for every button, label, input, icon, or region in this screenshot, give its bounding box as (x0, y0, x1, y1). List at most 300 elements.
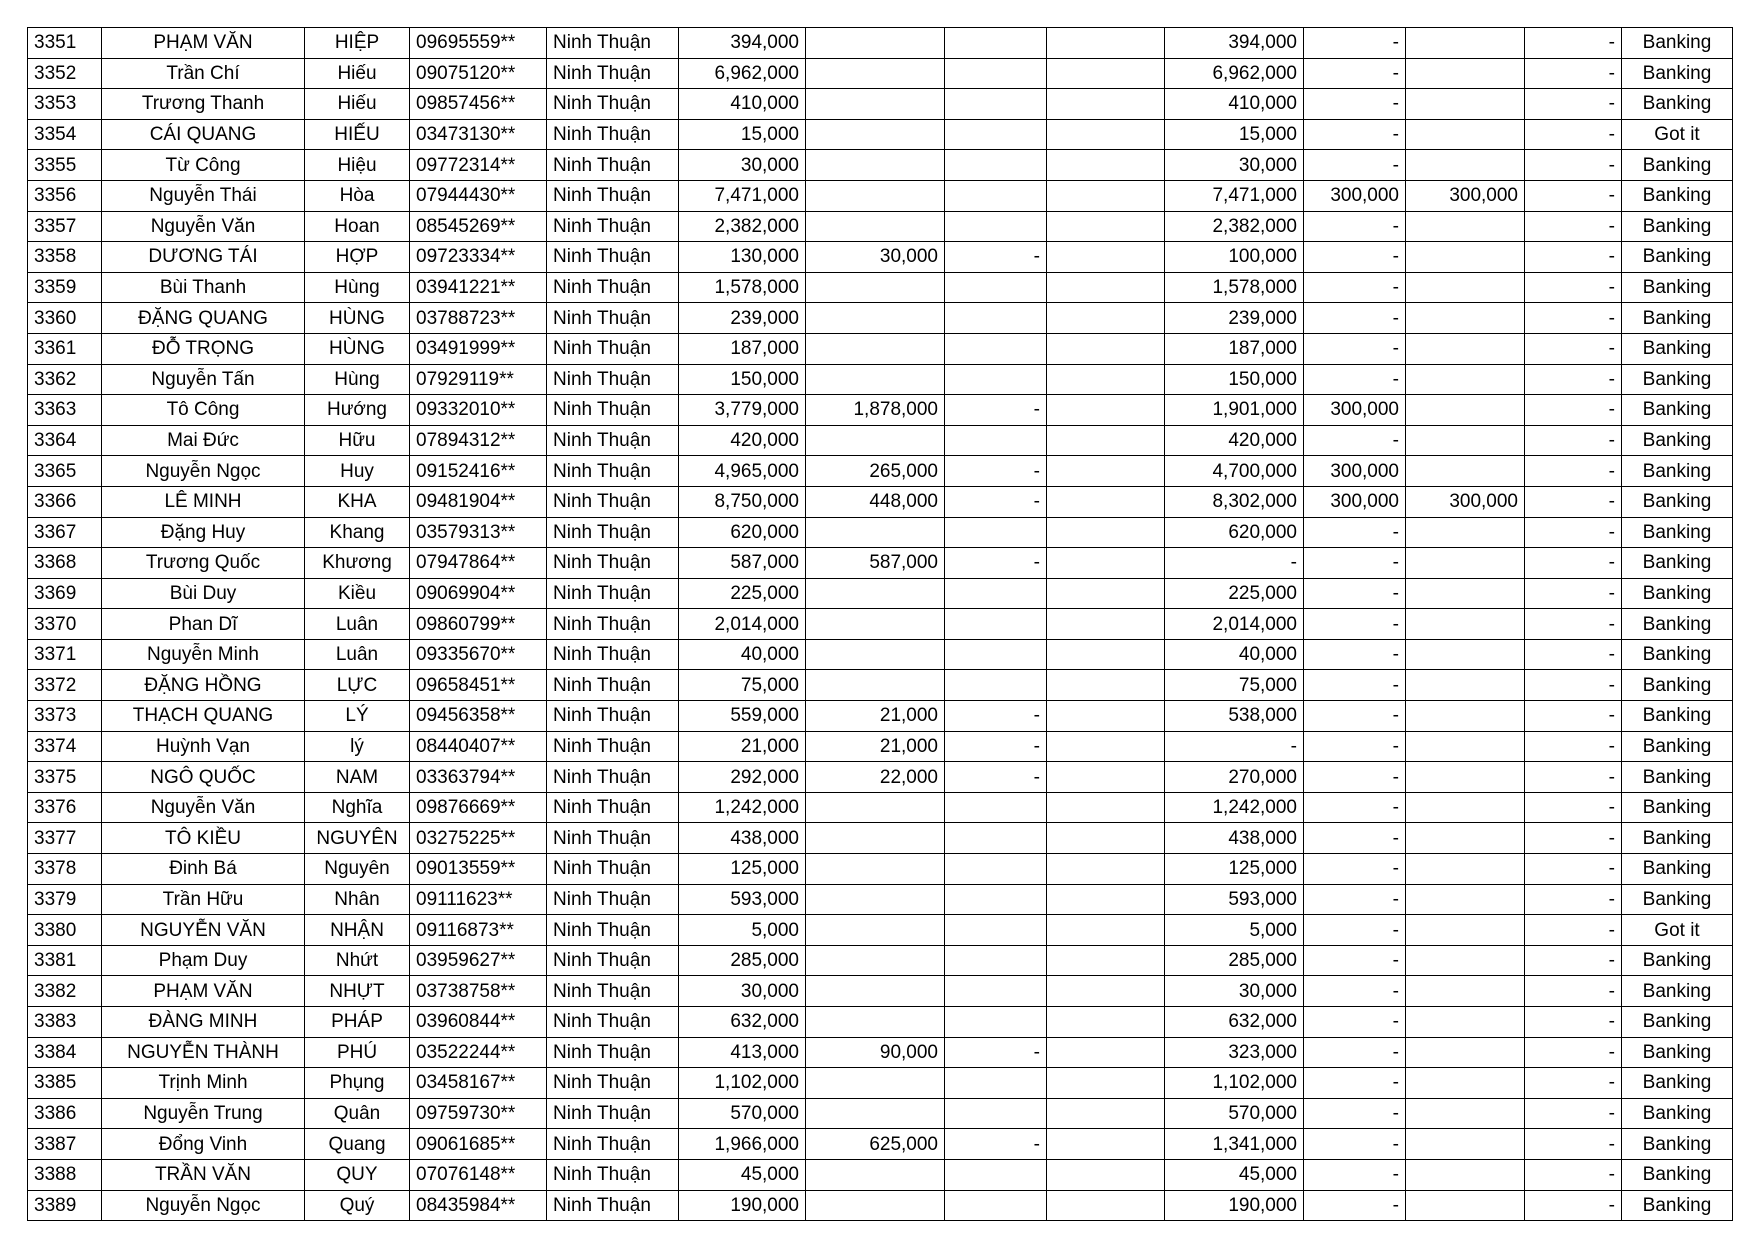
deducted-amount-cell: 448,000 (806, 486, 945, 517)
second-bonus-cell (1406, 150, 1525, 181)
second-bonus-cell (1406, 395, 1525, 426)
surname-cell: Bùi Thanh (102, 272, 305, 303)
table-row (28, 762, 1733, 793)
extra-cell (1047, 854, 1165, 885)
given-name-cell: Quang (305, 1129, 410, 1160)
bonus-amount-cell: - (1304, 150, 1406, 181)
table-row (28, 731, 1733, 762)
extra-cell (1047, 272, 1165, 303)
deduction-marker-cell (945, 119, 1047, 150)
deduction-marker-cell: - (945, 395, 1047, 426)
total-amount-cell: 225,000 (679, 578, 806, 609)
deducted-amount-cell (806, 1068, 945, 1099)
deduction-marker-cell (945, 303, 1047, 334)
deducted-amount-cell (806, 670, 945, 701)
adjustment-marker-cell: - (1525, 670, 1622, 701)
deduction-marker-cell (945, 945, 1047, 976)
row-id-cell: 3388 (28, 1159, 102, 1190)
second-bonus-cell (1406, 578, 1525, 609)
surname-cell: Nguyễn Minh (102, 639, 305, 670)
row-id-cell: 3387 (28, 1129, 102, 1160)
adjustment-marker-cell: - (1525, 1129, 1622, 1160)
bonus-amount-cell: - (1304, 1190, 1406, 1221)
deducted-amount-cell (806, 976, 945, 1007)
deduction-marker-cell: - (945, 762, 1047, 793)
deducted-amount-cell: 587,000 (806, 548, 945, 579)
extra-cell (1047, 731, 1165, 762)
surname-cell: Đinh Bá (102, 854, 305, 885)
extra-cell (1047, 1037, 1165, 1068)
given-name-cell: HIẾU (305, 119, 410, 150)
net-amount-cell: 6,962,000 (1165, 58, 1304, 89)
adjustment-marker-cell: - (1525, 1190, 1622, 1221)
total-amount-cell: 632,000 (679, 1007, 806, 1038)
total-amount-cell: 8,750,000 (679, 486, 806, 517)
row-id-cell: 3366 (28, 486, 102, 517)
given-name-cell: HÙNG (305, 303, 410, 334)
deduction-marker-cell: - (945, 548, 1047, 579)
province-cell: Ninh Thuận (547, 150, 679, 181)
deducted-amount-cell: 265,000 (806, 456, 945, 487)
total-amount-cell: 45,000 (679, 1159, 806, 1190)
second-bonus-cell (1406, 211, 1525, 242)
bonus-amount-cell: - (1304, 1159, 1406, 1190)
bonus-amount-cell: - (1304, 884, 1406, 915)
payment-method-cell: Banking (1622, 854, 1733, 885)
phone-cell: 03522244** (410, 1037, 547, 1068)
table-row (28, 915, 1733, 946)
surname-cell: TRẦN VĂN (102, 1159, 305, 1190)
payment-method-cell: Banking (1622, 89, 1733, 120)
deduction-marker-cell (945, 150, 1047, 181)
deduction-marker-cell (945, 609, 1047, 640)
row-id-cell: 3376 (28, 792, 102, 823)
surname-cell: Trương Thanh (102, 89, 305, 120)
bonus-amount-cell: - (1304, 609, 1406, 640)
phone-cell: 09456358** (410, 701, 547, 732)
deduction-marker-cell (945, 425, 1047, 456)
total-amount-cell: 21,000 (679, 731, 806, 762)
extra-cell (1047, 517, 1165, 548)
net-amount-cell: 125,000 (1165, 854, 1304, 885)
table-row (28, 211, 1733, 242)
phone-cell: 09772314** (410, 150, 547, 181)
deduction-marker-cell: - (945, 731, 1047, 762)
payment-method-cell: Banking (1622, 548, 1733, 579)
second-bonus-cell (1406, 425, 1525, 456)
province-cell: Ninh Thuận (547, 486, 679, 517)
given-name-cell: Kiều (305, 578, 410, 609)
adjustment-marker-cell: - (1525, 28, 1622, 59)
given-name-cell: KHA (305, 486, 410, 517)
province-cell: Ninh Thuận (547, 364, 679, 395)
total-amount-cell: 150,000 (679, 364, 806, 395)
second-bonus-cell (1406, 1098, 1525, 1129)
total-amount-cell: 30,000 (679, 150, 806, 181)
payment-method-cell: Banking (1622, 1007, 1733, 1038)
second-bonus-cell (1406, 242, 1525, 273)
given-name-cell: HÙNG (305, 333, 410, 364)
row-id-cell: 3358 (28, 242, 102, 273)
net-amount-cell: 323,000 (1165, 1037, 1304, 1068)
surname-cell: DƯƠNG TÁI (102, 242, 305, 273)
province-cell: Ninh Thuận (547, 762, 679, 793)
payment-method-cell: Banking (1622, 609, 1733, 640)
row-id-cell: 3380 (28, 915, 102, 946)
total-amount-cell: 570,000 (679, 1098, 806, 1129)
second-bonus-cell (1406, 1007, 1525, 1038)
payment-method-cell: Banking (1622, 823, 1733, 854)
net-amount-cell: 15,000 (1165, 119, 1304, 150)
second-bonus-cell (1406, 456, 1525, 487)
given-name-cell: Hùng (305, 364, 410, 395)
extra-cell (1047, 395, 1165, 426)
adjustment-marker-cell: - (1525, 731, 1622, 762)
bonus-amount-cell: 300,000 (1304, 180, 1406, 211)
row-id-cell: 3389 (28, 1190, 102, 1221)
second-bonus-cell: 300,000 (1406, 486, 1525, 517)
table-row (28, 792, 1733, 823)
total-amount-cell: 285,000 (679, 945, 806, 976)
net-amount-cell: 7,471,000 (1165, 180, 1304, 211)
surname-cell: Trương Quốc (102, 548, 305, 579)
payment-method-cell: Banking (1622, 945, 1733, 976)
province-cell: Ninh Thuận (547, 1037, 679, 1068)
deducted-amount-cell: 30,000 (806, 242, 945, 273)
phone-cell: 03738758** (410, 976, 547, 1007)
given-name-cell: Nghĩa (305, 792, 410, 823)
given-name-cell: Hữu (305, 425, 410, 456)
province-cell: Ninh Thuận (547, 1190, 679, 1221)
bonus-amount-cell: - (1304, 211, 1406, 242)
given-name-cell: Hiếu (305, 58, 410, 89)
bonus-amount-cell: - (1304, 915, 1406, 946)
table-row (28, 333, 1733, 364)
bonus-amount-cell: - (1304, 731, 1406, 762)
deduction-marker-cell: - (945, 1037, 1047, 1068)
total-amount-cell: 6,962,000 (679, 58, 806, 89)
given-name-cell: Hùng (305, 272, 410, 303)
row-id-cell: 3375 (28, 762, 102, 793)
second-bonus-cell (1406, 58, 1525, 89)
phone-cell: 09860799** (410, 609, 547, 640)
surname-cell: PHẠM VĂN (102, 28, 305, 59)
phone-cell: 08545269** (410, 211, 547, 242)
deduction-marker-cell: - (945, 242, 1047, 273)
extra-cell (1047, 303, 1165, 334)
net-amount-cell: 1,901,000 (1165, 395, 1304, 426)
phone-cell: 07944430** (410, 180, 547, 211)
total-amount-cell: 1,102,000 (679, 1068, 806, 1099)
phone-cell: 03959627** (410, 945, 547, 976)
extra-cell (1047, 670, 1165, 701)
phone-cell: 08440407** (410, 731, 547, 762)
province-cell: Ninh Thuận (547, 303, 679, 334)
extra-cell (1047, 242, 1165, 273)
payment-method-cell: Banking (1622, 425, 1733, 456)
payment-method-cell: Banking (1622, 976, 1733, 1007)
row-id-cell: 3364 (28, 425, 102, 456)
surname-cell: Nguyễn Ngọc (102, 1190, 305, 1221)
given-name-cell: Khương (305, 548, 410, 579)
table-row (28, 548, 1733, 579)
payment-method-cell: Banking (1622, 1068, 1733, 1099)
phone-cell: 03579313** (410, 517, 547, 548)
total-amount-cell: 420,000 (679, 425, 806, 456)
province-cell: Ninh Thuận (547, 1129, 679, 1160)
net-amount-cell: 1,102,000 (1165, 1068, 1304, 1099)
extra-cell (1047, 548, 1165, 579)
deducted-amount-cell (806, 639, 945, 670)
province-cell: Ninh Thuận (547, 945, 679, 976)
extra-cell (1047, 211, 1165, 242)
surname-cell: LÊ MINH (102, 486, 305, 517)
extra-cell (1047, 823, 1165, 854)
bonus-amount-cell: - (1304, 1037, 1406, 1068)
deduction-marker-cell (945, 58, 1047, 89)
payment-method-cell: Banking (1622, 578, 1733, 609)
phone-cell: 09876669** (410, 792, 547, 823)
payment-method-cell: Banking (1622, 150, 1733, 181)
row-id-cell: 3370 (28, 609, 102, 640)
row-id-cell: 3377 (28, 823, 102, 854)
payment-method-cell: Banking (1622, 1037, 1733, 1068)
second-bonus-cell (1406, 517, 1525, 548)
deducted-amount-cell (806, 89, 945, 120)
adjustment-marker-cell: - (1525, 517, 1622, 548)
row-id-cell: 3365 (28, 456, 102, 487)
province-cell: Ninh Thuận (547, 1007, 679, 1038)
phone-cell: 07929119** (410, 364, 547, 395)
total-amount-cell: 130,000 (679, 242, 806, 273)
province-cell: Ninh Thuận (547, 731, 679, 762)
province-cell: Ninh Thuận (547, 854, 679, 885)
row-id-cell: 3379 (28, 884, 102, 915)
payment-method-cell: Banking (1622, 1129, 1733, 1160)
bonus-amount-cell: - (1304, 242, 1406, 273)
phone-cell: 09695559** (410, 28, 547, 59)
net-amount-cell: 40,000 (1165, 639, 1304, 670)
surname-cell: Đặng Huy (102, 517, 305, 548)
bonus-amount-cell: - (1304, 1007, 1406, 1038)
adjustment-marker-cell: - (1525, 1007, 1622, 1038)
extra-cell (1047, 1068, 1165, 1099)
deducted-amount-cell (806, 303, 945, 334)
given-name-cell: NAM (305, 762, 410, 793)
deduction-marker-cell (945, 272, 1047, 303)
payment-method-cell: Banking (1622, 884, 1733, 915)
given-name-cell: Luân (305, 639, 410, 670)
deducted-amount-cell (806, 58, 945, 89)
row-id-cell: 3354 (28, 119, 102, 150)
deducted-amount-cell (806, 364, 945, 395)
net-amount-cell: 570,000 (1165, 1098, 1304, 1129)
deduction-marker-cell (945, 517, 1047, 548)
given-name-cell: Huy (305, 456, 410, 487)
deduction-marker-cell (945, 1098, 1047, 1129)
bonus-amount-cell: - (1304, 854, 1406, 885)
total-amount-cell: 239,000 (679, 303, 806, 334)
extra-cell (1047, 1007, 1165, 1038)
second-bonus-cell (1406, 823, 1525, 854)
bonus-amount-cell: - (1304, 89, 1406, 120)
net-amount-cell: 150,000 (1165, 364, 1304, 395)
deduction-marker-cell (945, 1068, 1047, 1099)
payment-method-cell: Banking (1622, 272, 1733, 303)
table-row (28, 395, 1733, 426)
surname-cell: Nguyễn Ngọc (102, 456, 305, 487)
payment-method-cell: Banking (1622, 639, 1733, 670)
given-name-cell: PHÚ (305, 1037, 410, 1068)
adjustment-marker-cell: - (1525, 150, 1622, 181)
given-name-cell: Nhân (305, 884, 410, 915)
net-amount-cell: 1,242,000 (1165, 792, 1304, 823)
net-amount-cell: 1,578,000 (1165, 272, 1304, 303)
second-bonus-cell (1406, 303, 1525, 334)
deduction-marker-cell (945, 976, 1047, 1007)
total-amount-cell: 410,000 (679, 89, 806, 120)
deduction-marker-cell (945, 884, 1047, 915)
net-amount-cell: 2,014,000 (1165, 609, 1304, 640)
deducted-amount-cell: 90,000 (806, 1037, 945, 1068)
deduction-marker-cell (945, 364, 1047, 395)
total-amount-cell: 190,000 (679, 1190, 806, 1221)
second-bonus-cell (1406, 1159, 1525, 1190)
table-row (28, 180, 1733, 211)
deduction-marker-cell (945, 792, 1047, 823)
table-row (28, 425, 1733, 456)
bonus-amount-cell: - (1304, 517, 1406, 548)
table-row (28, 456, 1733, 487)
phone-cell: 09335670** (410, 639, 547, 670)
table-row (28, 1159, 1733, 1190)
adjustment-marker-cell: - (1525, 701, 1622, 732)
adjustment-marker-cell: - (1525, 364, 1622, 395)
surname-cell: Tô Công (102, 395, 305, 426)
province-cell: Ninh Thuận (547, 823, 679, 854)
net-amount-cell: 187,000 (1165, 333, 1304, 364)
phone-cell: 03491999** (410, 333, 547, 364)
deduction-marker-cell: - (945, 1129, 1047, 1160)
bonus-amount-cell: 300,000 (1304, 486, 1406, 517)
total-amount-cell: 4,965,000 (679, 456, 806, 487)
payment-method-cell: Banking (1622, 303, 1733, 334)
table-row (28, 823, 1733, 854)
row-id-cell: 3373 (28, 701, 102, 732)
surname-cell: CÁI QUANG (102, 119, 305, 150)
table-row (28, 150, 1733, 181)
total-amount-cell: 2,014,000 (679, 609, 806, 640)
surname-cell: Huỳnh Vạn (102, 731, 305, 762)
extra-cell (1047, 425, 1165, 456)
bonus-amount-cell: - (1304, 425, 1406, 456)
row-id-cell: 3360 (28, 303, 102, 334)
phone-cell: 03941221** (410, 272, 547, 303)
total-amount-cell: 394,000 (679, 28, 806, 59)
total-amount-cell: 620,000 (679, 517, 806, 548)
second-bonus-cell (1406, 854, 1525, 885)
given-name-cell: Hướng (305, 395, 410, 426)
deducted-amount-cell (806, 915, 945, 946)
adjustment-marker-cell: - (1525, 395, 1622, 426)
second-bonus-cell (1406, 28, 1525, 59)
given-name-cell: NHỰT (305, 976, 410, 1007)
second-bonus-cell (1406, 945, 1525, 976)
extra-cell (1047, 28, 1165, 59)
table-row (28, 517, 1733, 548)
given-name-cell: Quý (305, 1190, 410, 1221)
province-cell: Ninh Thuận (547, 578, 679, 609)
adjustment-marker-cell: - (1525, 548, 1622, 579)
net-amount-cell: 632,000 (1165, 1007, 1304, 1038)
deducted-amount-cell (806, 792, 945, 823)
deducted-amount-cell (806, 272, 945, 303)
bonus-amount-cell: - (1304, 548, 1406, 579)
total-amount-cell: 1,578,000 (679, 272, 806, 303)
adjustment-marker-cell: - (1525, 456, 1622, 487)
surname-cell: PHẠM VĂN (102, 976, 305, 1007)
payment-method-cell: Banking (1622, 364, 1733, 395)
second-bonus-cell (1406, 701, 1525, 732)
adjustment-marker-cell: - (1525, 89, 1622, 120)
bonus-amount-cell: - (1304, 333, 1406, 364)
adjustment-marker-cell: - (1525, 303, 1622, 334)
table-row (28, 609, 1733, 640)
extra-cell (1047, 119, 1165, 150)
deduction-marker-cell: - (945, 486, 1047, 517)
total-amount-cell: 3,779,000 (679, 395, 806, 426)
surname-cell: THẠCH QUANG (102, 701, 305, 732)
net-amount-cell: 410,000 (1165, 89, 1304, 120)
extra-cell (1047, 1129, 1165, 1160)
phone-cell: 09152416** (410, 456, 547, 487)
adjustment-marker-cell: - (1525, 884, 1622, 915)
total-amount-cell: 40,000 (679, 639, 806, 670)
province-cell: Ninh Thuận (547, 333, 679, 364)
table-row (28, 884, 1733, 915)
extra-cell (1047, 89, 1165, 120)
net-amount-cell: 5,000 (1165, 915, 1304, 946)
deducted-amount-cell (806, 517, 945, 548)
adjustment-marker-cell: - (1525, 242, 1622, 273)
given-name-cell: Hiếu (305, 89, 410, 120)
second-bonus-cell (1406, 639, 1525, 670)
row-id-cell: 3372 (28, 670, 102, 701)
payment-method-cell: Banking (1622, 486, 1733, 517)
bonus-amount-cell: - (1304, 976, 1406, 1007)
given-name-cell: NHẬN (305, 915, 410, 946)
phone-cell: 09723334** (410, 242, 547, 273)
total-amount-cell: 30,000 (679, 976, 806, 1007)
table-row (28, 670, 1733, 701)
given-name-cell: PHÁP (305, 1007, 410, 1038)
province-cell: Ninh Thuận (547, 609, 679, 640)
extra-cell (1047, 701, 1165, 732)
given-name-cell: HIỆP (305, 28, 410, 59)
given-name-cell: LÝ (305, 701, 410, 732)
payment-method-cell: Banking (1622, 180, 1733, 211)
province-cell: Ninh Thuận (547, 792, 679, 823)
extra-cell (1047, 762, 1165, 793)
table-row (28, 639, 1733, 670)
deducted-amount-cell (806, 119, 945, 150)
payment-method-cell: Banking (1622, 456, 1733, 487)
given-name-cell: Luân (305, 609, 410, 640)
province-cell: Ninh Thuận (547, 425, 679, 456)
extra-cell (1047, 364, 1165, 395)
deducted-amount-cell (806, 1190, 945, 1221)
row-id-cell: 3381 (28, 945, 102, 976)
